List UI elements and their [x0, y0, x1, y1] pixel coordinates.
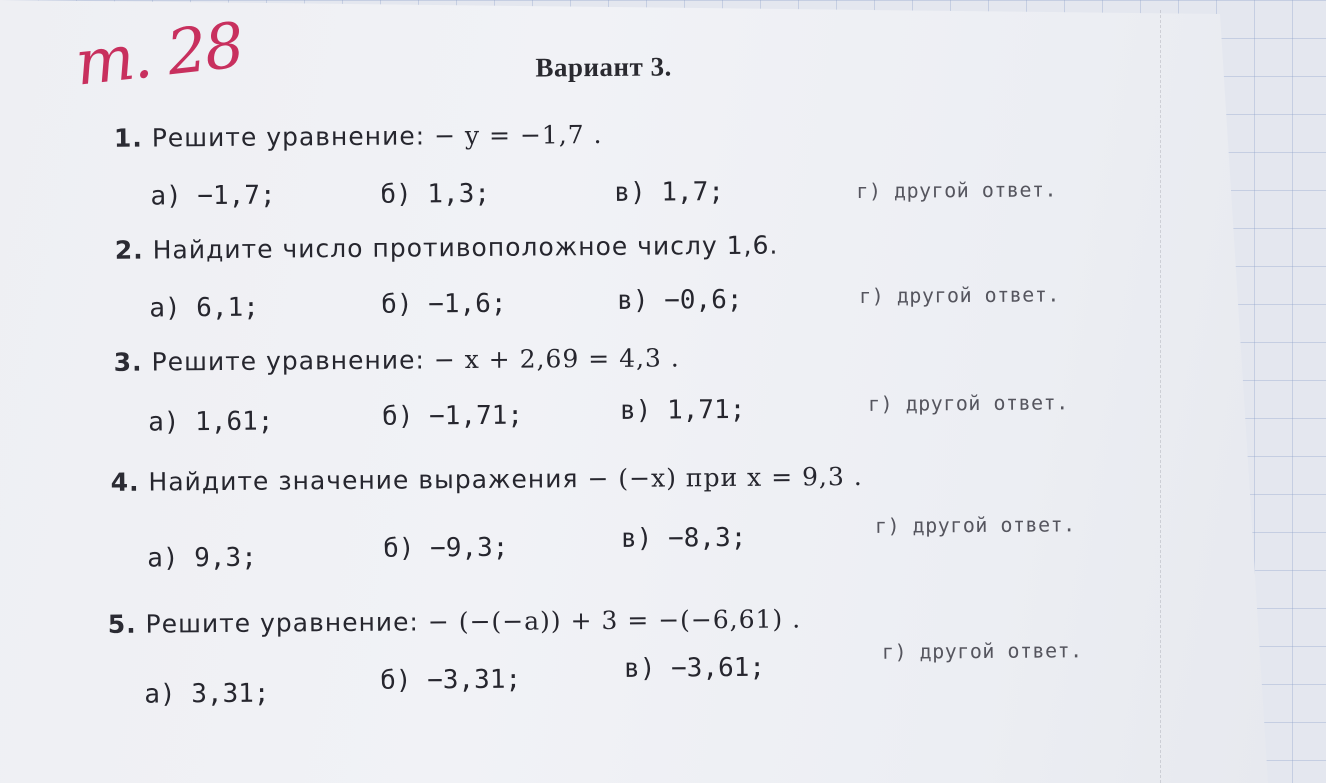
question-number: 2.	[114, 235, 144, 265]
handwritten-page-number: m. 28	[71, 8, 246, 100]
option-a: а) 3,31;	[144, 678, 270, 710]
question-1	[114, 120, 603, 153]
option-c: в) −0,6;	[617, 284, 743, 316]
question-number: 4.	[110, 467, 140, 497]
variant-title: Вариант 3.	[535, 51, 672, 83]
option-d: г) другой ответ.	[856, 177, 1058, 203]
option-d: г) другой ответ.	[859, 282, 1060, 308]
option-b: б) −3,31;	[380, 664, 522, 696]
question-text: Решите уравнение:	[151, 345, 434, 377]
question-2	[115, 231, 779, 265]
option-b: б) −1,71;	[382, 400, 524, 432]
question-expression: − y = −1,7 .	[433, 119, 603, 151]
question-3	[114, 343, 680, 376]
option-d: г) другой ответ.	[874, 512, 1076, 538]
question-text: Найдите число противоположное числу 1,6.	[152, 230, 779, 265]
option-a: а) 1,61;	[148, 406, 274, 438]
question-expression: − x + 2,69 = 4,3 .	[433, 343, 680, 375]
option-b: б) 1,3;	[380, 178, 491, 210]
question-expression: − (−x) при x = 9,3 .	[587, 461, 863, 494]
option-d: г) другой ответ.	[881, 638, 1083, 664]
option-c: в) −8,3;	[620, 522, 747, 554]
question-text: Найдите значение выражения	[148, 464, 588, 497]
question-4	[111, 462, 863, 497]
question-number: 1.	[113, 123, 143, 153]
option-d: г) другой ответ.	[867, 390, 1069, 416]
option-b: б) −9,3;	[383, 532, 509, 564]
option-a: а) 6,1;	[149, 292, 259, 324]
option-a: а) 9,3;	[147, 542, 257, 574]
option-b: б) −1,6;	[381, 288, 507, 320]
option-c: в) 1,7;	[614, 177, 725, 208]
question-number: 3.	[113, 347, 143, 377]
question-5	[108, 604, 802, 638]
question-text: Решите уравнение:	[151, 121, 435, 153]
option-c: в) 1,71;	[619, 394, 746, 426]
option-c: в) −3,61;	[623, 652, 766, 684]
question-text: Решите уравнение:	[145, 607, 428, 639]
question-number: 5.	[107, 609, 137, 639]
option-a: а) −1,7;	[150, 180, 276, 212]
question-expression: − (−(−a)) + 3 = −(−6,61) .	[427, 604, 802, 637]
